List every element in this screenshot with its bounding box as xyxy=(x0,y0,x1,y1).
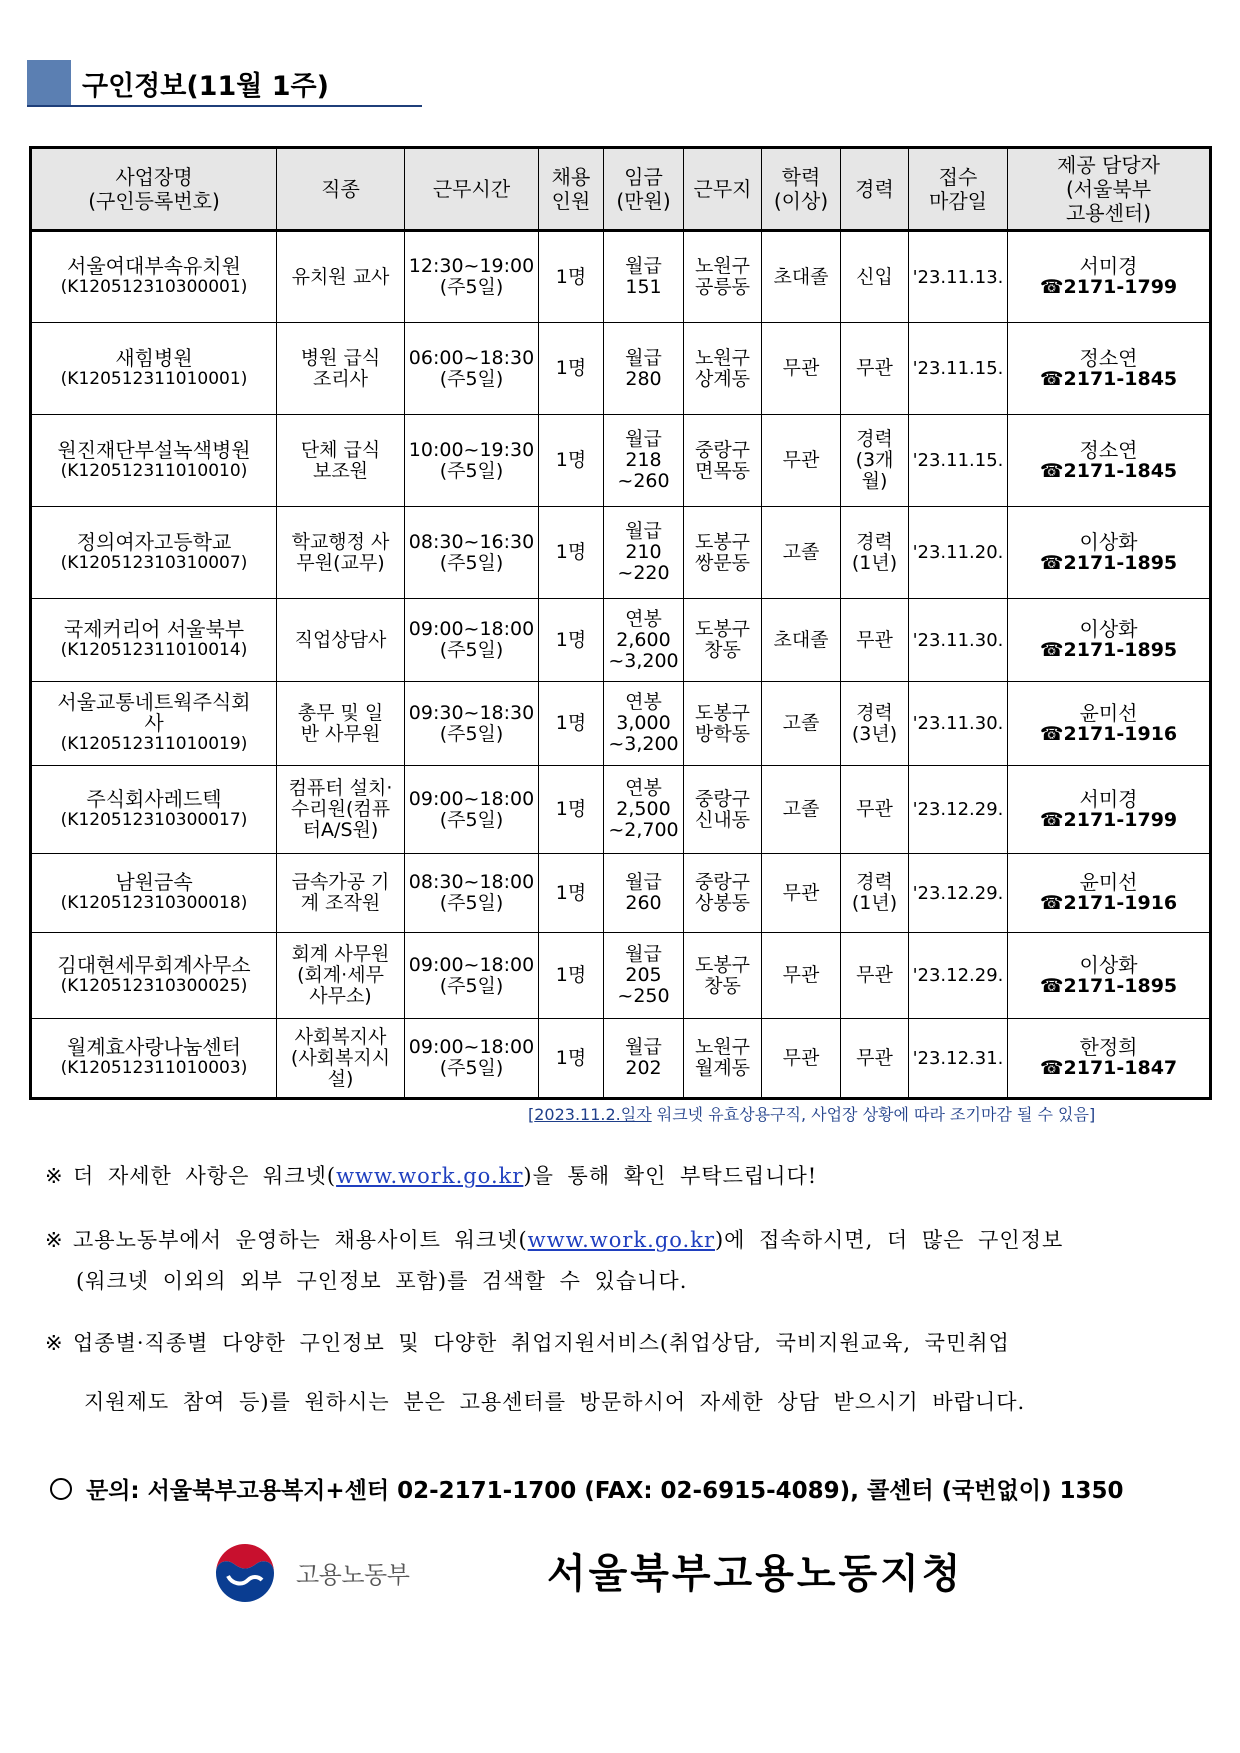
work-hours-cell: 10:00~19:30 (주5일) xyxy=(405,415,539,507)
hire-count-cell: 1명 xyxy=(539,415,604,507)
education-cell: 무관 xyxy=(762,933,841,1019)
contact-line xyxy=(50,1472,1124,1505)
table-row xyxy=(31,933,1211,1019)
registration-number: (K120512310300025) xyxy=(60,975,248,996)
para1-text-a: 더 자세한 사항은 워크넷( xyxy=(73,1164,337,1188)
company-name: 정의여자고등학교 xyxy=(76,529,232,554)
registration-number: (K120512310300001) xyxy=(60,277,248,297)
registration-number: (K120512311010010) xyxy=(60,460,248,481)
column-header: 접수 마감일 xyxy=(909,148,1008,231)
registration-number: (K120512311010019) xyxy=(60,734,248,754)
work-hours-cell: 09:00~18:00 (주5일) xyxy=(405,933,539,1019)
wage-cell: 월급 151 xyxy=(604,231,684,323)
page-title: 구인정보(11월 1주) xyxy=(82,71,329,102)
hire-count-cell: 1명 xyxy=(539,507,604,599)
experience-cell: 경력 (1년) xyxy=(841,507,909,599)
manager-cell xyxy=(1008,766,1211,854)
contact-text: 문의: 서울북부고용복지+센터 02-2171-1700 (FAX: 02-6915-4089), 콜센터 (국번없이) 1350 xyxy=(86,1478,1124,1504)
phone-number: 2171-1916 xyxy=(1063,722,1178,745)
info-paragraph-3-line2: 지원제도 참여 등)를 원하시는 분은 고용센터를 방문하시어 자세한 상담 받으시기 바랍니다. xyxy=(84,1390,1026,1414)
hire-count-cell: 1명 xyxy=(539,1019,604,1099)
phone-number: 2171-1895 xyxy=(1063,551,1178,574)
table-row xyxy=(31,323,1211,415)
manager-cell xyxy=(1008,507,1211,599)
wage-cell: 월급 260 xyxy=(604,854,684,933)
manager-cell xyxy=(1008,599,1211,682)
deadline-cell: '23.12.31. xyxy=(909,1019,1008,1099)
info-paragraph-2 xyxy=(45,1224,1063,1254)
phone-icon: ☎ xyxy=(1039,1057,1064,1079)
job-title-cell: 총무 및 일 반 사무원 xyxy=(277,682,405,766)
registration-number: (K120512311010003) xyxy=(60,1058,248,1078)
wage-cell: 연봉 2,500 ~2,700 xyxy=(604,766,684,854)
experience-cell: 무관 xyxy=(841,323,909,415)
experience-cell: 무관 xyxy=(841,766,909,854)
manager-phone xyxy=(1011,461,1206,482)
experience-cell: 무관 xyxy=(841,1019,909,1099)
manager-name: 서미경 xyxy=(1079,254,1138,278)
hire-count-cell: 1명 xyxy=(539,854,604,933)
company-name: 국제커리어 서울북부 xyxy=(63,617,245,641)
info-paragraph-3 xyxy=(45,1327,1010,1357)
phone-number: 2171-1799 xyxy=(1063,808,1178,831)
company-cell xyxy=(31,854,277,933)
table-footnote xyxy=(528,1102,1095,1125)
manager-name: 이상화 xyxy=(1079,952,1138,977)
work-hours-cell: 09:00~18:00 (주5일) xyxy=(405,1019,539,1099)
deadline-cell: '23.11.30. xyxy=(909,682,1008,766)
deadline-cell: '23.12.29. xyxy=(909,933,1008,1019)
column-header: 경력 xyxy=(841,148,909,231)
deadline-cell: '23.11.20. xyxy=(909,507,1008,599)
manager-cell xyxy=(1008,854,1211,933)
table-row xyxy=(31,415,1211,507)
company-name: 새힘병원 xyxy=(115,345,193,370)
note-bracket: [ xyxy=(528,1105,535,1124)
para1-text-b: )을 통해 확인 부탁드립니다! xyxy=(523,1164,818,1188)
experience-cell: 신입 xyxy=(841,231,909,323)
job-title-cell: 금속가공 기 계 조작원 xyxy=(277,854,405,933)
education-cell: 무관 xyxy=(762,415,841,507)
job-listing-table xyxy=(29,146,1212,1100)
company-cell xyxy=(31,415,277,507)
registration-number: (K120512311010001) xyxy=(60,368,248,389)
work-hours-cell: 08:30~16:30 (주5일) xyxy=(405,507,539,599)
deadline-cell: '23.11.15. xyxy=(909,415,1008,507)
work-location-cell: 노원구 상계동 xyxy=(684,323,762,415)
table-row xyxy=(31,507,1211,599)
manager-name: 한정희 xyxy=(1079,1035,1138,1059)
reference-mark: ※ xyxy=(45,1331,64,1355)
company-name: 서울교통네트웍주식회 사 xyxy=(57,690,251,735)
wage-cell: 연봉 3,000 ~3,200 xyxy=(604,682,684,766)
company-name: 월계효사랑나눔센터 xyxy=(67,1035,241,1059)
phone-number: 2171-1847 xyxy=(1063,1057,1178,1079)
manager-name: 정소연 xyxy=(1079,437,1138,462)
work-hours-cell: 09:00~18:00 (주5일) xyxy=(405,766,539,854)
experience-cell: 경력 (3년) xyxy=(841,682,909,766)
circle-bullet-icon xyxy=(50,1478,72,1500)
work-hours-cell: 09:30~18:30 (주5일) xyxy=(405,682,539,766)
table-row xyxy=(31,231,1211,323)
education-cell: 무관 xyxy=(762,854,841,933)
deadline-cell: '23.12.29. xyxy=(909,766,1008,854)
company-cell xyxy=(31,231,277,323)
manager-phone xyxy=(1011,277,1206,298)
deadline-cell: '23.11.13. xyxy=(909,231,1008,323)
hire-count-cell: 1명 xyxy=(539,682,604,766)
registration-number: (K120512311010014) xyxy=(60,640,248,660)
company-cell xyxy=(31,682,277,766)
column-header: 근무시간 xyxy=(405,148,539,231)
job-title-cell: 컴퓨터 설치· 수리원(컴퓨 터A/S원) xyxy=(277,766,405,854)
wage-cell: 연봉 2,600 ~3,200 xyxy=(604,599,684,682)
ministry-name: 고용노동부 xyxy=(296,1561,410,1589)
work-hours-cell: 12:30~19:00 (주5일) xyxy=(405,231,539,323)
company-name: 김대현세무회계사무소 xyxy=(57,952,251,977)
manager-phone xyxy=(1011,553,1206,574)
table-row xyxy=(31,599,1211,682)
job-title-cell: 학교행정 사 무원(교무) xyxy=(277,507,405,599)
experience-cell: 경력 (3개 월) xyxy=(841,415,909,507)
company-name: 원진재단부설녹색병원 xyxy=(57,437,251,462)
work-location-cell: 중랑구 면목동 xyxy=(684,415,762,507)
phone-number: 2171-1895 xyxy=(1063,639,1178,661)
manager-cell xyxy=(1008,415,1211,507)
deadline-cell: '23.11.15. xyxy=(909,323,1008,415)
phone-icon: ☎ xyxy=(1039,459,1064,482)
manager-cell xyxy=(1008,1019,1211,1099)
work-hours-cell: 06:00~18:30 (주5일) xyxy=(405,323,539,415)
registration-number: (K120512310300017) xyxy=(60,809,248,830)
wage-cell: 월급 218 ~260 xyxy=(604,415,684,507)
company-cell xyxy=(31,1019,277,1099)
manager-phone xyxy=(1011,724,1206,745)
work-location-cell: 도봉구 창동 xyxy=(684,599,762,682)
education-cell: 고졸 xyxy=(762,682,841,766)
column-header: 임금 (만원) xyxy=(604,148,684,231)
manager-phone xyxy=(1011,369,1206,390)
header-accent-box xyxy=(27,60,71,105)
education-cell: 무관 xyxy=(762,323,841,415)
phone-number: 2171-1799 xyxy=(1063,276,1178,298)
column-header: 근무지 xyxy=(684,148,762,231)
manager-name: 서미경 xyxy=(1079,786,1138,811)
para3-text-line1: 업종별·직종별 다양한 구인정보 및 다양한 취업지원서비스(취업상담, 국비지원교육, 국민취업 xyxy=(73,1331,1010,1355)
manager-phone xyxy=(1011,640,1206,661)
phone-icon: ☎ xyxy=(1039,639,1064,661)
table-row xyxy=(31,1019,1211,1099)
work-location-cell: 노원구 공릉동 xyxy=(684,231,762,323)
company-name: 주식회사레드텍 xyxy=(86,786,222,811)
education-cell: 초대졸 xyxy=(762,231,841,323)
phone-number: 2171-1895 xyxy=(1063,974,1178,997)
info-paragraph-2-line2: (워크넷 이외의 외부 구인정보 포함)를 검색할 수 있습니다. xyxy=(76,1269,688,1293)
manager-name: 이상화 xyxy=(1079,529,1138,554)
phone-icon: ☎ xyxy=(1039,367,1064,390)
table-row xyxy=(31,854,1211,933)
work-location-cell: 중랑구 신내동 xyxy=(684,766,762,854)
worknet-link[interactable]: www.work.go.kr xyxy=(336,1164,524,1188)
work-location-cell: 중랑구 상봉동 xyxy=(684,854,762,933)
wage-cell: 월급 210 ~220 xyxy=(604,507,684,599)
company-name: 남원금속 xyxy=(115,870,193,894)
company-cell xyxy=(31,507,277,599)
wage-cell: 월급 280 xyxy=(604,323,684,415)
column-header: 사업장명 (구인등록번호) xyxy=(31,148,277,231)
phone-icon: ☎ xyxy=(1039,276,1064,298)
note-date: 2023.11.2.일자 xyxy=(534,1105,652,1124)
manager-name: 윤미선 xyxy=(1079,700,1138,725)
registration-number: (K120512310310007) xyxy=(60,552,248,573)
reference-mark: ※ xyxy=(45,1228,64,1252)
experience-cell: 무관 xyxy=(841,599,909,682)
job-title-cell: 회계 사무원 (회계·세무 사무소) xyxy=(277,933,405,1019)
manager-phone xyxy=(1011,810,1206,831)
manager-name: 이상화 xyxy=(1079,617,1138,641)
work-location-cell: 노원구 월계동 xyxy=(684,1019,762,1099)
job-title-cell: 단체 급식 보조원 xyxy=(277,415,405,507)
note-text: 워크넷 유효상용구직, 사업장 상황에 따라 조기마감 될 수 있음] xyxy=(651,1105,1096,1124)
column-header: 학력 (이상) xyxy=(762,148,841,231)
table-row xyxy=(31,766,1211,854)
manager-name: 정소연 xyxy=(1079,345,1138,370)
hire-count-cell: 1명 xyxy=(539,323,604,415)
header-underline xyxy=(27,105,422,107)
info-paragraph-1 xyxy=(45,1160,817,1190)
hire-count-cell: 1명 xyxy=(539,933,604,1019)
experience-cell: 경력 (1년) xyxy=(841,854,909,933)
work-location-cell: 도봉구 쌍문동 xyxy=(684,507,762,599)
education-cell: 고졸 xyxy=(762,766,841,854)
manager-name: 윤미선 xyxy=(1079,870,1138,894)
work-hours-cell: 08:30~18:00 (주5일) xyxy=(405,854,539,933)
para2-text-a: 고용노동부에서 운영하는 채용사이트 워크넷( xyxy=(73,1228,528,1252)
wage-cell: 월급 202 xyxy=(604,1019,684,1099)
table-header-row xyxy=(31,148,1211,231)
registration-number: (K120512310300018) xyxy=(60,893,248,913)
company-name: 서울여대부속유치원 xyxy=(67,254,241,278)
company-cell xyxy=(31,323,277,415)
section-header xyxy=(27,60,422,107)
para2-text-b: )에 접속하시면, 더 많은 구인정보 xyxy=(714,1228,1064,1252)
work-location-cell: 도봉구 창동 xyxy=(684,933,762,1019)
manager-phone xyxy=(1011,976,1206,997)
manager-cell xyxy=(1008,682,1211,766)
job-title-cell: 사회복지사 (사회복지시 설) xyxy=(277,1019,405,1099)
ministry-logo-icon xyxy=(212,1540,278,1606)
job-title-cell: 병원 급식 조리사 xyxy=(277,323,405,415)
work-location-cell: 도봉구 방학동 xyxy=(684,682,762,766)
phone-number: 2171-1916 xyxy=(1063,892,1178,914)
phone-icon: ☎ xyxy=(1039,808,1064,831)
job-title-cell: 유치원 교사 xyxy=(277,231,405,323)
column-header: 직종 xyxy=(277,148,405,231)
work-hours-cell: 09:00~18:00 (주5일) xyxy=(405,599,539,682)
wage-cell: 월급 205 ~250 xyxy=(604,933,684,1019)
phone-number: 2171-1845 xyxy=(1063,459,1178,482)
hire-count-cell: 1명 xyxy=(539,599,604,682)
deadline-cell: '23.12.29. xyxy=(909,854,1008,933)
manager-phone xyxy=(1011,1058,1206,1079)
hire-count-cell: 1명 xyxy=(539,766,604,854)
company-cell xyxy=(31,599,277,682)
phone-icon: ☎ xyxy=(1039,974,1064,997)
hire-count-cell: 1명 xyxy=(539,231,604,323)
column-header: 제공 담당자 (서울북부 고용센터) xyxy=(1008,148,1211,231)
company-cell xyxy=(31,933,277,1019)
education-cell: 무관 xyxy=(762,1019,841,1099)
experience-cell: 무관 xyxy=(841,933,909,1019)
education-cell: 고졸 xyxy=(762,507,841,599)
phone-icon: ☎ xyxy=(1039,892,1064,914)
manager-phone xyxy=(1011,893,1206,914)
deadline-cell: '23.11.30. xyxy=(909,599,1008,682)
manager-cell xyxy=(1008,323,1211,415)
phone-icon: ☎ xyxy=(1039,551,1064,574)
phone-icon: ☎ xyxy=(1039,722,1064,745)
phone-number: 2171-1845 xyxy=(1063,367,1178,390)
worknet-link[interactable]: www.work.go.kr xyxy=(527,1228,715,1252)
company-cell xyxy=(31,766,277,854)
reference-mark: ※ xyxy=(45,1164,64,1188)
manager-cell xyxy=(1008,231,1211,323)
column-header: 채용 인원 xyxy=(539,148,604,231)
table-row xyxy=(31,682,1211,766)
job-title-cell: 직업상담사 xyxy=(277,599,405,682)
agency-name: 서울북부고용노동지청 xyxy=(547,1551,964,1597)
education-cell: 초대졸 xyxy=(762,599,841,682)
manager-cell xyxy=(1008,933,1211,1019)
